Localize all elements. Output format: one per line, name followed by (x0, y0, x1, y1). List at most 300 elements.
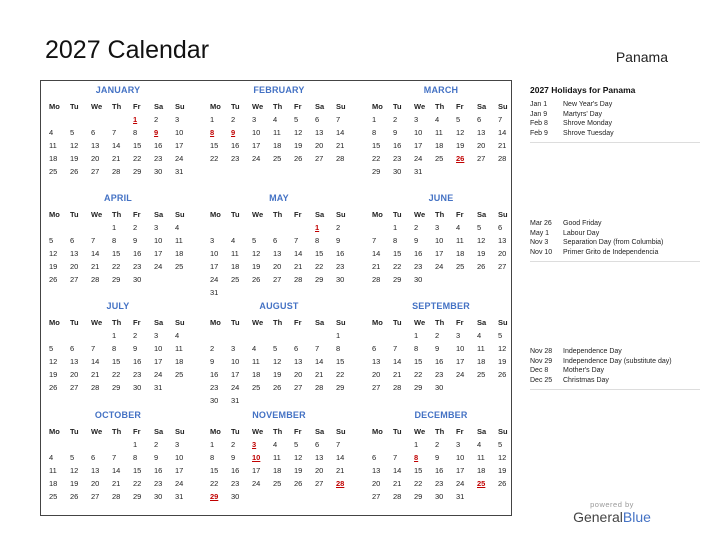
day-cell[interactable]: 25 (273, 154, 282, 163)
day-cell[interactable]: 7 (498, 115, 503, 124)
day-cell[interactable]: 2 (133, 331, 138, 340)
day-cell[interactable]: 14 (336, 128, 345, 137)
day-cell[interactable]: 1 (336, 331, 341, 340)
day-cell[interactable]: 1 (315, 223, 320, 232)
day-cell[interactable]: 19 (477, 249, 486, 258)
day-cell[interactable]: 16 (231, 466, 240, 475)
day-cell[interactable]: 2 (133, 223, 138, 232)
day-cell[interactable]: 8 (133, 453, 138, 462)
day-cell[interactable]: 26 (273, 383, 282, 392)
day-cell[interactable]: 8 (315, 236, 320, 245)
day-cell[interactable]: 5 (498, 331, 503, 340)
day-cell[interactable]: 14 (112, 141, 121, 150)
day-cell[interactable]: 25 (175, 262, 184, 271)
day-cell[interactable]: 18 (49, 479, 58, 488)
day-cell[interactable]: 23 (336, 262, 345, 271)
day-cell[interactable]: 31 (456, 492, 465, 501)
day-cell[interactable]: 31 (175, 167, 184, 176)
day-cell[interactable]: 13 (91, 141, 100, 150)
day-cell[interactable]: 20 (294, 370, 303, 379)
day-cell[interactable]: 15 (210, 466, 219, 475)
day-cell[interactable]: 18 (231, 262, 240, 271)
day-cell[interactable]: 7 (393, 344, 398, 353)
day-cell[interactable]: 5 (70, 453, 75, 462)
day-cell[interactable]: 22 (133, 479, 142, 488)
day-cell[interactable]: 7 (336, 115, 341, 124)
day-cell[interactable]: 8 (372, 128, 377, 137)
day-cell[interactable]: 27 (477, 154, 486, 163)
day-cell[interactable]: 28 (498, 154, 507, 163)
day-cell[interactable]: 15 (414, 357, 423, 366)
day-cell[interactable]: 25 (175, 370, 184, 379)
day-cell[interactable]: 17 (154, 357, 163, 366)
day-cell[interactable]: 28 (393, 492, 402, 501)
day-cell[interactable]: 23 (393, 154, 402, 163)
day-cell[interactable]: 23 (210, 383, 219, 392)
day-cell[interactable]: 24 (210, 275, 219, 284)
day-cell[interactable]: 13 (372, 357, 381, 366)
day-cell[interactable]: 12 (498, 344, 507, 353)
day-cell[interactable]: 1 (133, 115, 138, 124)
day-cell[interactable]: 2 (154, 115, 159, 124)
day-cell[interactable]: 7 (91, 236, 96, 245)
day-cell[interactable]: 5 (498, 440, 503, 449)
day-cell[interactable]: 28 (112, 167, 121, 176)
day-cell[interactable]: 14 (393, 357, 402, 366)
day-cell[interactable]: 22 (112, 370, 121, 379)
day-cell[interactable]: 24 (414, 154, 423, 163)
day-cell[interactable]: 12 (456, 128, 465, 137)
day-cell[interactable]: 19 (456, 141, 465, 150)
day-cell[interactable]: 10 (154, 236, 163, 245)
day-cell[interactable]: 2 (336, 223, 341, 232)
day-cell[interactable]: 29 (315, 275, 324, 284)
day-cell[interactable]: 2 (231, 115, 236, 124)
day-cell[interactable]: 11 (252, 357, 260, 366)
day-cell[interactable]: 25 (49, 167, 58, 176)
day-cell[interactable]: 13 (91, 466, 100, 475)
day-cell[interactable]: 17 (435, 249, 444, 258)
day-cell[interactable]: 23 (231, 154, 240, 163)
day-cell[interactable]: 11 (49, 141, 57, 150)
day-cell[interactable]: 12 (49, 357, 58, 366)
day-cell[interactable]: 14 (372, 249, 381, 258)
day-cell[interactable]: 26 (49, 383, 58, 392)
day-cell[interactable]: 14 (498, 128, 507, 137)
day-cell[interactable]: 21 (372, 262, 381, 271)
day-cell[interactable]: 4 (477, 440, 482, 449)
day-cell[interactable]: 22 (315, 262, 324, 271)
day-cell[interactable]: 9 (133, 236, 138, 245)
day-cell[interactable]: 19 (70, 479, 79, 488)
day-cell[interactable]: 7 (336, 440, 341, 449)
day-cell[interactable]: 23 (435, 479, 444, 488)
day-cell[interactable]: 21 (112, 479, 121, 488)
day-cell[interactable]: 25 (456, 262, 465, 271)
day-cell[interactable]: 7 (112, 128, 117, 137)
day-cell[interactable]: 27 (70, 275, 79, 284)
day-cell[interactable]: 3 (175, 440, 180, 449)
day-cell[interactable]: 16 (435, 357, 444, 366)
day-cell[interactable]: 27 (294, 383, 303, 392)
day-cell[interactable]: 14 (315, 357, 324, 366)
day-cell[interactable]: 7 (372, 236, 377, 245)
day-cell[interactable]: 7 (112, 453, 117, 462)
day-cell[interactable]: 5 (252, 236, 257, 245)
day-cell[interactable]: 27 (91, 492, 100, 501)
day-cell[interactable]: 30 (154, 167, 163, 176)
day-cell[interactable]: 14 (91, 249, 100, 258)
day-cell[interactable]: 6 (315, 440, 320, 449)
day-cell[interactable]: 26 (294, 154, 303, 163)
day-cell[interactable]: 13 (315, 453, 324, 462)
day-cell[interactable]: 11 (273, 453, 281, 462)
day-cell[interactable]: 27 (273, 275, 282, 284)
day-cell[interactable]: 29 (133, 492, 142, 501)
day-cell[interactable]: 25 (49, 492, 58, 501)
day-cell[interactable]: 31 (414, 167, 423, 176)
day-cell[interactable]: 11 (477, 453, 485, 462)
day-cell[interactable]: 22 (210, 154, 219, 163)
day-cell[interactable]: 24 (175, 479, 184, 488)
day-cell[interactable]: 17 (414, 141, 423, 150)
day-cell[interactable]: 11 (456, 236, 464, 245)
day-cell[interactable]: 10 (231, 357, 240, 366)
day-cell[interactable]: 12 (294, 453, 303, 462)
day-cell[interactable]: 18 (435, 141, 444, 150)
day-cell[interactable]: 7 (294, 236, 299, 245)
day-cell[interactable]: 8 (414, 453, 419, 462)
day-cell[interactable]: 28 (294, 275, 303, 284)
day-cell[interactable]: 8 (112, 344, 117, 353)
day-cell[interactable]: 23 (133, 262, 142, 271)
day-cell[interactable]: 11 (175, 236, 183, 245)
day-cell[interactable]: 10 (210, 249, 219, 258)
day-cell[interactable]: 28 (91, 275, 100, 284)
day-cell[interactable]: 15 (112, 249, 121, 258)
day-cell[interactable]: 29 (414, 492, 423, 501)
day-cell[interactable]: 15 (112, 357, 121, 366)
brand-logo[interactable] (555, 509, 669, 525)
day-cell[interactable]: 27 (315, 154, 324, 163)
day-cell[interactable]: 18 (175, 357, 184, 366)
day-cell[interactable]: 28 (336, 479, 345, 488)
day-cell[interactable]: 19 (252, 262, 261, 271)
day-cell[interactable]: 29 (336, 383, 345, 392)
day-cell[interactable]: 25 (435, 154, 444, 163)
day-cell[interactable]: 20 (315, 466, 324, 475)
day-cell[interactable]: 19 (49, 262, 58, 271)
day-cell[interactable]: 13 (70, 249, 79, 258)
day-cell[interactable]: 11 (273, 128, 281, 137)
day-cell[interactable]: 1 (414, 331, 419, 340)
day-cell[interactable]: 4 (273, 115, 278, 124)
day-cell[interactable]: 21 (393, 479, 402, 488)
day-cell[interactable]: 30 (414, 275, 423, 284)
day-cell[interactable]: 3 (210, 236, 215, 245)
day-cell[interactable]: 17 (456, 357, 465, 366)
day-cell[interactable]: 17 (231, 370, 240, 379)
day-cell[interactable]: 30 (154, 492, 163, 501)
day-cell[interactable]: 18 (175, 249, 184, 258)
day-cell[interactable]: 30 (210, 396, 219, 405)
day-cell[interactable]: 18 (273, 141, 282, 150)
day-cell[interactable]: 14 (393, 466, 402, 475)
day-cell[interactable]: 11 (231, 249, 239, 258)
day-cell[interactable]: 22 (133, 154, 142, 163)
day-cell[interactable]: 13 (315, 128, 324, 137)
day-cell[interactable]: 16 (393, 141, 402, 150)
day-cell[interactable]: 28 (372, 275, 381, 284)
day-cell[interactable]: 22 (414, 370, 423, 379)
day-cell[interactable]: 10 (414, 128, 423, 137)
day-cell[interactable]: 30 (435, 383, 444, 392)
day-cell[interactable]: 29 (414, 383, 423, 392)
day-cell[interactable]: 22 (336, 370, 345, 379)
day-cell[interactable]: 6 (91, 128, 96, 137)
day-cell[interactable]: 24 (252, 479, 261, 488)
day-cell[interactable]: 20 (372, 370, 381, 379)
day-cell[interactable]: 13 (70, 357, 79, 366)
day-cell[interactable]: 2 (231, 440, 236, 449)
day-cell[interactable]: 28 (336, 154, 345, 163)
day-cell[interactable]: 30 (133, 275, 142, 284)
day-cell[interactable]: 31 (154, 383, 163, 392)
day-cell[interactable]: 3 (252, 440, 257, 449)
day-cell[interactable]: 18 (477, 466, 486, 475)
day-cell[interactable]: 4 (252, 344, 257, 353)
day-cell[interactable]: 13 (294, 357, 303, 366)
day-cell[interactable]: 17 (154, 249, 163, 258)
day-cell[interactable]: 4 (435, 115, 440, 124)
day-cell[interactable]: 20 (70, 262, 79, 271)
day-cell[interactable]: 12 (70, 141, 79, 150)
day-cell[interactable]: 20 (70, 370, 79, 379)
day-cell[interactable]: 1 (112, 223, 117, 232)
day-cell[interactable]: 29 (112, 383, 121, 392)
day-cell[interactable]: 4 (49, 128, 54, 137)
day-cell[interactable]: 25 (252, 383, 261, 392)
day-cell[interactable]: 1 (133, 440, 138, 449)
day-cell[interactable]: 27 (91, 167, 100, 176)
day-cell[interactable]: 9 (414, 236, 419, 245)
day-cell[interactable]: 27 (315, 479, 324, 488)
day-cell[interactable]: 23 (154, 154, 163, 163)
day-cell[interactable]: 18 (252, 370, 261, 379)
day-cell[interactable]: 20 (91, 154, 100, 163)
day-cell[interactable]: 3 (154, 331, 159, 340)
day-cell[interactable]: 5 (477, 223, 482, 232)
day-cell[interactable]: 22 (372, 154, 381, 163)
day-cell[interactable]: 12 (477, 236, 486, 245)
day-cell[interactable]: 15 (133, 466, 142, 475)
day-cell[interactable]: 16 (414, 249, 423, 258)
day-cell[interactable]: 4 (231, 236, 236, 245)
day-cell[interactable]: 19 (294, 141, 303, 150)
day-cell[interactable]: 22 (393, 262, 402, 271)
day-cell[interactable]: 8 (210, 128, 215, 137)
day-cell[interactable]: 21 (336, 141, 345, 150)
day-cell[interactable]: 5 (294, 115, 299, 124)
day-cell[interactable]: 17 (252, 466, 261, 475)
day-cell[interactable]: 10 (154, 344, 163, 353)
day-cell[interactable]: 9 (435, 453, 440, 462)
day-cell[interactable]: 2 (210, 344, 215, 353)
day-cell[interactable]: 12 (498, 453, 507, 462)
day-cell[interactable]: 8 (336, 344, 341, 353)
day-cell[interactable]: 6 (498, 223, 503, 232)
day-cell[interactable]: 25 (477, 370, 486, 379)
day-cell[interactable]: 26 (498, 370, 507, 379)
day-cell[interactable]: 20 (273, 262, 282, 271)
day-cell[interactable]: 5 (49, 236, 54, 245)
day-cell[interactable]: 30 (435, 492, 444, 501)
day-cell[interactable]: 1 (210, 440, 215, 449)
day-cell[interactable]: 10 (456, 453, 465, 462)
day-cell[interactable]: 8 (393, 236, 398, 245)
day-cell[interactable]: 3 (175, 115, 180, 124)
day-cell[interactable]: 14 (336, 453, 345, 462)
day-cell[interactable]: 24 (435, 262, 444, 271)
day-cell[interactable]: 24 (456, 479, 465, 488)
day-cell[interactable]: 25 (477, 479, 486, 488)
day-cell[interactable]: 9 (210, 357, 215, 366)
day-cell[interactable]: 30 (231, 492, 240, 501)
day-cell[interactable]: 18 (273, 466, 282, 475)
day-cell[interactable]: 12 (49, 249, 58, 258)
day-cell[interactable]: 4 (273, 440, 278, 449)
day-cell[interactable]: 4 (175, 331, 180, 340)
day-cell[interactable]: 6 (273, 236, 278, 245)
day-cell[interactable]: 26 (70, 492, 79, 501)
day-cell[interactable]: 10 (175, 128, 184, 137)
day-cell[interactable]: 24 (231, 383, 240, 392)
day-cell[interactable]: 3 (456, 331, 461, 340)
day-cell[interactable]: 12 (273, 357, 282, 366)
day-cell[interactable]: 22 (112, 262, 121, 271)
day-cell[interactable]: 21 (393, 370, 402, 379)
day-cell[interactable]: 26 (252, 275, 261, 284)
day-cell[interactable]: 19 (273, 370, 282, 379)
day-cell[interactable]: 28 (112, 492, 121, 501)
day-cell[interactable]: 28 (315, 383, 324, 392)
day-cell[interactable]: 21 (315, 370, 324, 379)
day-cell[interactable]: 9 (231, 453, 236, 462)
day-cell[interactable]: 5 (294, 440, 299, 449)
day-cell[interactable]: 8 (112, 236, 117, 245)
day-cell[interactable]: 13 (372, 466, 381, 475)
day-cell[interactable]: 15 (372, 141, 381, 150)
day-cell[interactable]: 23 (231, 479, 240, 488)
day-cell[interactable]: 24 (154, 262, 163, 271)
day-cell[interactable]: 2 (414, 223, 419, 232)
day-cell[interactable]: 30 (133, 383, 142, 392)
day-cell[interactable]: 20 (91, 479, 100, 488)
day-cell[interactable]: 15 (133, 141, 142, 150)
day-cell[interactable]: 3 (231, 344, 236, 353)
day-cell[interactable]: 25 (231, 275, 240, 284)
day-cell[interactable]: 17 (456, 466, 465, 475)
day-cell[interactable]: 11 (49, 466, 57, 475)
day-cell[interactable]: 26 (70, 167, 79, 176)
day-cell[interactable]: 5 (49, 344, 54, 353)
day-cell[interactable]: 2 (393, 115, 398, 124)
day-cell[interactable]: 21 (294, 262, 303, 271)
day-cell[interactable]: 13 (273, 249, 282, 258)
day-cell[interactable]: 25 (273, 479, 282, 488)
day-cell[interactable]: 11 (175, 344, 183, 353)
day-cell[interactable]: 21 (112, 154, 121, 163)
day-cell[interactable]: 28 (393, 383, 402, 392)
day-cell[interactable]: 19 (49, 370, 58, 379)
day-cell[interactable]: 10 (456, 344, 465, 353)
day-cell[interactable]: 20 (315, 141, 324, 150)
day-cell[interactable]: 9 (133, 344, 138, 353)
day-cell[interactable]: 8 (133, 128, 138, 137)
day-cell[interactable]: 2 (435, 440, 440, 449)
day-cell[interactable]: 4 (477, 331, 482, 340)
day-cell[interactable]: 6 (91, 453, 96, 462)
day-cell[interactable]: 28 (91, 383, 100, 392)
day-cell[interactable]: 23 (435, 370, 444, 379)
day-cell[interactable]: 19 (294, 466, 303, 475)
day-cell[interactable]: 10 (252, 453, 261, 462)
day-cell[interactable]: 24 (175, 154, 184, 163)
day-cell[interactable]: 16 (154, 141, 163, 150)
day-cell[interactable]: 15 (210, 141, 219, 150)
day-cell[interactable]: 16 (133, 249, 142, 258)
day-cell[interactable]: 10 (252, 128, 261, 137)
day-cell[interactable]: 3 (154, 223, 159, 232)
day-cell[interactable]: 23 (414, 262, 423, 271)
day-cell[interactable]: 22 (210, 479, 219, 488)
day-cell[interactable]: 2 (435, 331, 440, 340)
day-cell[interactable]: 1 (210, 115, 215, 124)
day-cell[interactable]: 6 (70, 236, 75, 245)
day-cell[interactable]: 17 (175, 141, 184, 150)
day-cell[interactable]: 15 (414, 466, 423, 475)
day-cell[interactable]: 11 (477, 344, 485, 353)
day-cell[interactable]: 2 (154, 440, 159, 449)
day-cell[interactable]: 9 (154, 453, 159, 462)
day-cell[interactable]: 1 (414, 440, 419, 449)
day-cell[interactable]: 30 (393, 167, 402, 176)
day-cell[interactable]: 5 (70, 128, 75, 137)
day-cell[interactable]: 9 (154, 128, 159, 137)
day-cell[interactable]: 24 (154, 370, 163, 379)
day-cell[interactable]: 1 (112, 331, 117, 340)
day-cell[interactable]: 30 (336, 275, 345, 284)
day-cell[interactable]: 24 (456, 370, 465, 379)
day-cell[interactable]: 21 (91, 262, 100, 271)
day-cell[interactable]: 21 (336, 466, 345, 475)
day-cell[interactable]: 6 (315, 115, 320, 124)
day-cell[interactable]: 12 (252, 249, 261, 258)
day-cell[interactable]: 24 (252, 154, 261, 163)
day-cell[interactable]: 16 (435, 466, 444, 475)
day-cell[interactable]: 4 (175, 223, 180, 232)
day-cell[interactable]: 8 (210, 453, 215, 462)
day-cell[interactable]: 26 (294, 479, 303, 488)
day-cell[interactable]: 23 (154, 479, 163, 488)
day-cell[interactable]: 6 (372, 344, 377, 353)
day-cell[interactable]: 18 (49, 154, 58, 163)
day-cell[interactable]: 26 (49, 275, 58, 284)
day-cell[interactable]: 23 (133, 370, 142, 379)
day-cell[interactable]: 1 (393, 223, 398, 232)
day-cell[interactable]: 3 (414, 115, 419, 124)
day-cell[interactable]: 7 (393, 453, 398, 462)
